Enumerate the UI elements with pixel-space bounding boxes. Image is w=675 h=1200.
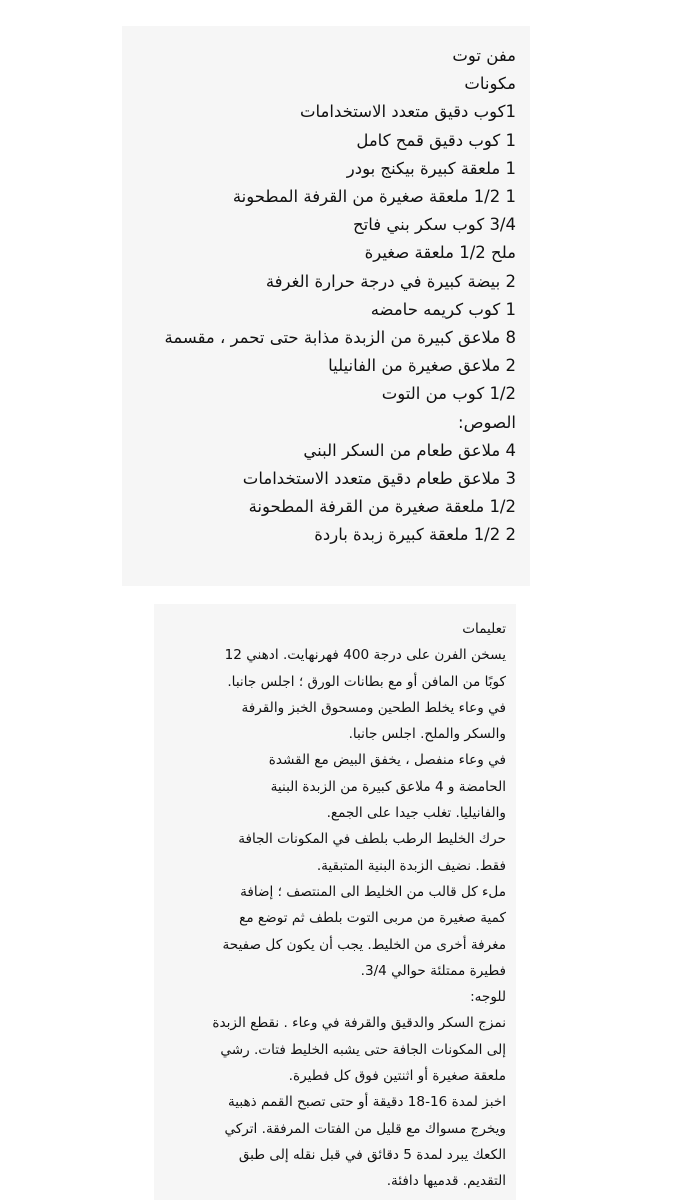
instruction-line: والفانيليا. تغلب جيدا على الجمع. xyxy=(326,805,506,822)
ingredients-heading: مكونات xyxy=(464,74,516,94)
instruction-line: ويخرج مسواك مع قليل من الفتات المرفقة. اتركي xyxy=(224,1120,506,1137)
ingredient-line: 8 ملاعق كبيرة من الزبدة مذابة حتى تحمر ، مقسمة xyxy=(164,328,516,348)
ingredient-line: 1 1/2 ملعقة صغيرة من القرفة المطحونة xyxy=(232,187,516,207)
ingredient-line: 1 ملعقة كبيرة بيكنج بودر xyxy=(346,158,516,178)
instruction-line: في وعاء يخلط الطحين ومسحوق الخبز والقرفة xyxy=(241,699,506,716)
ingredient-line: 1 كوب دقيق قمح كامل xyxy=(356,130,516,150)
ingredient-line: 1كوب دقيق متعدد الاستخدامات xyxy=(299,102,516,122)
topping-heading: الصوص: xyxy=(458,412,516,432)
instructions-note xyxy=(154,604,516,1200)
ingredient-line: 1/2 كوب من التوت xyxy=(381,384,516,404)
instruction-line: مغرفة أخرى من الخليط. يجب أن يكون كل صفيحة xyxy=(222,936,506,953)
ingredient-line: 2 بيضة كبيرة في درجة حرارة الغرفة xyxy=(265,271,516,291)
instruction-line: ملعقة صغيرة أو اثنتين فوق كل فطيرة. xyxy=(288,1068,506,1085)
instruction-line: حرك الخليط الرطب بلطف في المكونات الجافة xyxy=(238,831,506,848)
instruction-line: ملء كل قالب من الخليط الى المنتصف ؛ إضافة xyxy=(240,883,506,900)
instructions-heading: تعليمات xyxy=(462,621,506,637)
instruction-line: التقديم. قدميها دافئة. xyxy=(386,1173,506,1190)
instruction-line: والسكر والملح. اجلس جانبا. xyxy=(348,726,506,743)
instruction-line: كمية صغيرة من مربى التوت بلطف ثم توضع مع xyxy=(239,910,506,927)
instruction-line: في وعاء منفصل ، يخفق البيض مع القشدة xyxy=(268,752,506,769)
instruction-line: الحامضة و 4 ملاعق كبيرة من الزبدة البنية xyxy=(270,778,506,795)
instruction-line: نمزج السكر والدقيق والقرفة في وعاء . نقطع الزبدة xyxy=(212,1015,506,1032)
ingredient-line: ملح 1/2 ملعقة صغيرة xyxy=(364,243,516,263)
instruction-line: الكعك يبرد لمدة 5 دقائق في قبل نقله إلى طبق xyxy=(238,1146,506,1163)
ingredient-line: 3/4 كوب سكر بني فاتح xyxy=(353,215,516,235)
instruction-line: اخبز لمدة 16-18 دقيقة أو حتى تصبح القمم ذهبية xyxy=(227,1094,506,1111)
instruction-line: يسخن الفرن على درجة 400 فهرنهايت. ادهني 12 xyxy=(224,647,506,664)
instruction-line: فطيرة ممتلئة حوالي 3/4. xyxy=(360,962,506,979)
instruction-line: كوبًا من المافن أو مع بطانات الورق ؛ اجلس جانبا. xyxy=(227,673,506,690)
topping-line: 4 ملاعق طعام من السكر البني xyxy=(303,440,516,460)
topping-line: 2 1/2 ملعقة كبيرة زبدة باردة xyxy=(314,525,516,545)
ingredients-note xyxy=(122,26,530,586)
ingredient-line: 2 ملاعق صغيرة من الفانيليا xyxy=(328,356,516,376)
instruction-line: إلى المكونات الجافة حتى يشبه الخليط فتات. رشي xyxy=(220,1041,506,1058)
recipe-title: مفن توت xyxy=(452,46,516,65)
ingredient-line: 1 كوب كريمه حامضه xyxy=(370,299,516,319)
topping-line: 1/2 ملعقة صغيرة من القرفة المطحونة xyxy=(248,497,516,517)
topping-line: 3 ملاعق طعام دقيق متعدد الاستخدامات xyxy=(242,469,516,489)
instruction-line: فقط. نضيف الزبدة البنية المتبقية. xyxy=(316,857,506,874)
topping-instructions-heading: للوجه: xyxy=(470,989,506,1006)
